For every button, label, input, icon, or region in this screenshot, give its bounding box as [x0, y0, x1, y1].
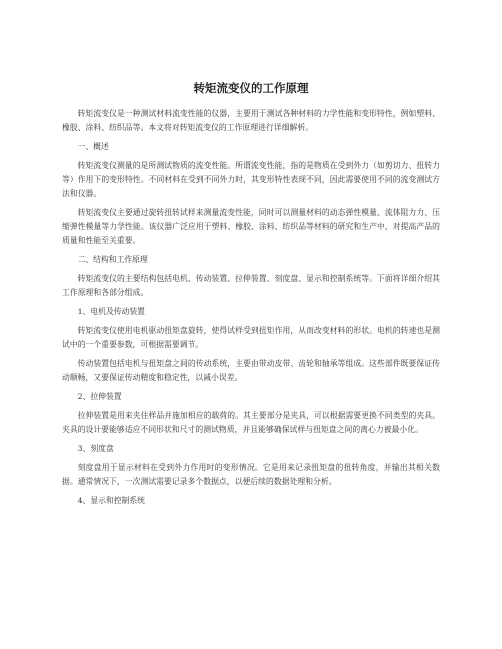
subsection-heading-display: 4、显示和控制系统 [77, 496, 145, 505]
paragraph: 转矩流变仪的主要结构包括电机、传动装置、拉伸装置、刻度盘、显示和控制系统等。下面将详细介绍其工作原理和各部分组成。 [62, 274, 440, 297]
subsection-heading-tensile: 2、拉伸装置 [77, 392, 122, 401]
section-heading-overview: 一、概述 [77, 142, 109, 151]
document-title: 转矩流变仪的工作原理 [193, 81, 309, 95]
paragraph: 传动装置包括电机与扭矩盘之间的传动系统，主要由带动皮带、齿轮和轴承等组成。这些部件既要保证传动顺畅，又要保证传动精度和稳定性，以减小误差。 [62, 359, 440, 382]
subsection-heading-motor: 1、电机及传动装置 [77, 307, 145, 316]
paragraph: 转矩流变仪使用电机驱动扭矩盘旋转，使得试样受到扭矩作用，从而改变材料的形状。电机的转速也是测试中的一个重要参数，可根据需要调节。 [62, 326, 440, 349]
paragraph: 转矩流变仪测量的是所测试物质的流变性能。所谓流变性能，指的是物质在受到外力（如剪切力、扭转力等）作用下的变形特性。不同材料在受到不同外力时，其变形特性表现不同，因此需要使用不同的流变测试方法和仪器。 [62, 161, 440, 198]
paragraph: 拉伸装置是用来夹住样品并施加相应的载荷的。其主要部分是夹具，可以根据需要更换不同类型的夹具。夹具的设计要能够适应不同形状和尺寸的测试物质，并且能够确保试样与扭矩盘之间的离心力被最小化。 [62, 411, 440, 434]
subsection-heading-dial: 3、刻度盘 [77, 444, 114, 453]
intro-paragraph: 转矩流变仪是一种测试材料流变性能的仪器，主要用于测试各种材料的力学性能和变形特性，例如塑料、橡胶、涂料、纺织品等。本文将对转矩流变仪的工作原理进行详细解析。 [62, 109, 440, 132]
paragraph: 刻度盘用于显示材料在受到外力作用时的变形情况。它是用来记录扭矩盘的扭转角度，并输出其相关数据。通常情况下，一次测试需要记录多个数据点，以便后续的数据处理和分析。 [62, 463, 440, 486]
paragraph: 转矩流变仪主要通过旋转扭转试样来测量流变性能，同时可以测量材料的动态弹性模量、流体阻力力、压缩弹性模量等力学性能。该仪器广泛应用于塑料、橡胶、涂料、纺织品等材料的研究和生产中，对提高产品的质量和性能至关重要。 [62, 208, 440, 245]
section-heading-structure: 二、结构和工作原理 [77, 255, 148, 264]
document-page [62, 80, 440, 513]
